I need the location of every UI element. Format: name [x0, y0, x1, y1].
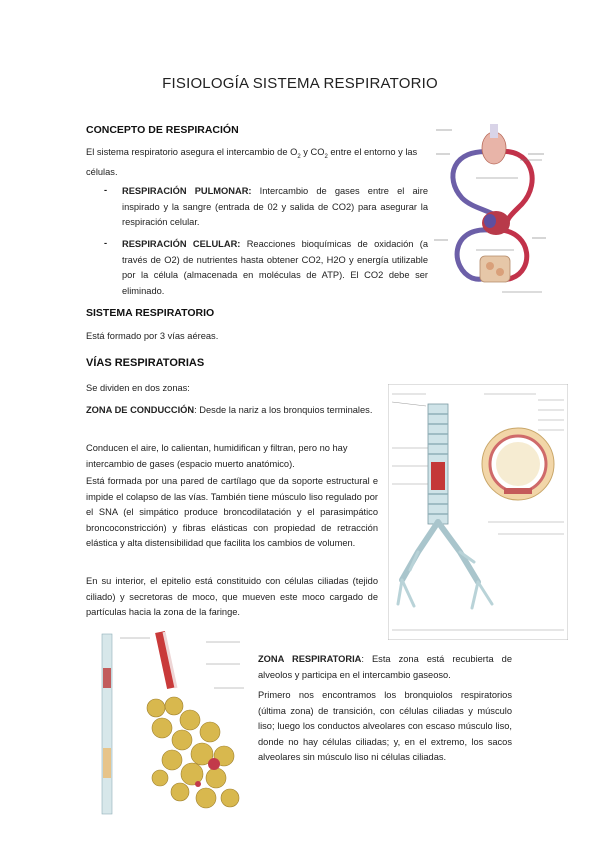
conduction-para-1: Conducen el aire, lo calientan, humidifican y filtran, pero no hay intercambio de gases (espacio muerto anatómico).	[86, 443, 348, 469]
page-title: FISIOLOGÍA SISTEMA RESPIRATORIO	[162, 75, 438, 92]
vias-heading: VÍAS RESPIRATORIAS	[86, 357, 205, 369]
sistema-text: Está formado por 3 vías aéreas.	[86, 331, 219, 341]
conduction-para-2: Está formada por una pared de cartílago que da soporte estructural e impide el colapso de las vías. También tiene músculo liso regulado por el SNA (el simpático produce broncodilatación y el parasimpático broncoconstricción) y fibras elásticas con propiedad de retracción elástica y alta distensibilidad que facilita los cambios de volumen.	[86, 476, 378, 549]
trachea-figure	[388, 384, 568, 640]
respiratory-zone: ZONA RESPIRATORIA: Esta zona está recubierta de alveolos y participa en el intercambio gaseoso.	[258, 654, 513, 680]
bullet-mark: -	[104, 238, 108, 248]
vias-intro: Se dividen en dos zonas:	[86, 383, 190, 393]
bullet-mark: -	[104, 185, 108, 195]
concept-heading: CONCEPTO DE RESPIRACIÓN	[86, 124, 239, 136]
conduction-para-3: En su interior, el epitelio está constituido con células ciliadas (tejido ciliado) y secretoras de moco, que mueven este moco cargado de partículas hacia la zona de la faringe.	[86, 576, 378, 618]
circulation-figure	[432, 118, 548, 304]
concept-intro: El sistema respiratorio asegura el intercambio de $O_2$ y $CO_2$ entre el entorno y las células.	[86, 147, 418, 178]
pulmonary-respiration: RESPIRACIÓN PULMONAR: Intercambio de gases entre el aire inspirado y la sangre (entrada de 02 y salida de CO2) para asegurar la respiración celular.	[122, 186, 428, 228]
conduction-zone: ZONA DE CONDUCCIÓN: Desde la nariz a los bronquios terminales.	[86, 405, 373, 415]
sistema-heading: SISTEMA RESPIRATORIO	[86, 307, 215, 319]
respiratory-para: Primero nos encontramos los bronquiolos respiratorios (última zona) de transición, con células ciliadas y músculo liso; luego los conductos alveolares con escaso músculo liso, donde no hay células ciliadas; y, en el extremo, los sacos alveolares sin músculo liso ni células ciliadas.	[258, 690, 512, 763]
alveoli-figure	[90, 628, 246, 822]
cellular-respiration: RESPIRACIÓN CELULAR: Reacciones bioquímicas de oxidación (a través de O2) de nutrientes hasta obtener CO2, H2O y energía utilizable por la célula (almacenada en moléculas de ATP). El CO2 debe ser eliminado.	[122, 239, 428, 296]
